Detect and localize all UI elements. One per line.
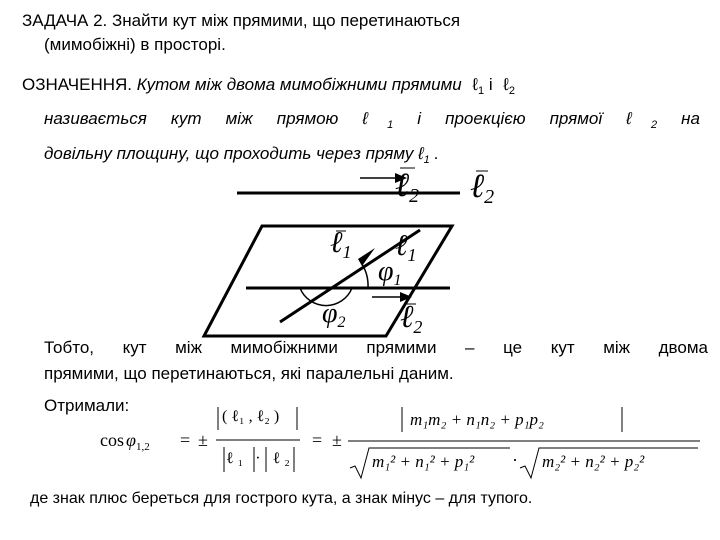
definition-text-1b: і xyxy=(488,75,493,94)
definition-word: називається xyxy=(44,109,147,128)
ell-subscript: 1 xyxy=(477,85,485,97)
fraction1-denominator xyxy=(226,450,294,468)
label-phi1: φ1 xyxy=(378,256,402,289)
fraction2-dot xyxy=(512,450,518,471)
formula-eq2 xyxy=(312,430,322,451)
label-l2-bottom: ℓ2 xyxy=(400,298,423,337)
problem-line-1: ЗАДАЧА 2. Знайти кут між прямими, що перетинаються xyxy=(22,11,461,30)
definition-label: ОЗНАЧЕННЯ. xyxy=(22,75,133,94)
definition-word: прямої xyxy=(549,109,603,128)
definition-word: кут xyxy=(170,109,202,128)
sqrt-content: m₁² + n₁² + p₁² xyxy=(372,452,475,471)
explanation-line-1: Тобто, кут між мимобіжними прямими – це кут між двома xyxy=(44,338,708,357)
definition-word: проекцією xyxy=(445,109,526,128)
label-l1-left: ℓ$_1$ xyxy=(330,226,352,262)
ell-subscript: 2 xyxy=(650,119,658,131)
explanation-line-2: прямими, що перетинаються, які паралельні даним. xyxy=(44,364,454,383)
label-l2-top: ℓ2 xyxy=(395,167,420,207)
definition-word: прямою xyxy=(276,109,339,128)
sqrt-content: m₂² + n₂² + p₂² xyxy=(542,452,645,471)
ell-symbol: ℓ xyxy=(503,75,509,94)
formula-pm2 xyxy=(332,430,342,451)
ell-symbol: ℓ xyxy=(626,109,651,128)
ell-symbol: ℓ xyxy=(362,109,388,128)
definition-word: і xyxy=(417,109,422,128)
footnote: де знак плюс береться для гострого кута, а знак мінус – для тупого. xyxy=(30,490,533,507)
label-l2-right: ℓ2 xyxy=(470,168,495,208)
numerator-text: ( ℓ₁ , ℓ₂ ) xyxy=(222,408,280,425)
definition-word: між xyxy=(225,109,253,128)
obtained-label: Отримали: xyxy=(44,396,130,415)
fraction2-numerator xyxy=(410,410,544,430)
multiply-dot: · xyxy=(512,450,518,470)
ell-symbol: ℓ xyxy=(472,75,478,94)
phi-subscript: 1,2 xyxy=(135,441,150,453)
period: . xyxy=(434,144,440,163)
definition-text-3: довільну площину, що проходить через пряму xyxy=(44,144,414,163)
cos-word: cos xyxy=(100,430,124,450)
problem-line-2: (мимобіжні) в просторі. xyxy=(44,35,226,54)
label-phi2: φ2 xyxy=(322,298,346,331)
plus-minus-sign: ± xyxy=(332,430,342,450)
ell-subscript: 1 xyxy=(423,154,430,166)
fraction2-denominator-a xyxy=(372,452,474,472)
equals-sign: = xyxy=(180,430,191,450)
ell-subscript: 2 xyxy=(508,85,515,97)
equals-sign: = xyxy=(312,430,323,450)
ell-subscript: 1 xyxy=(387,119,394,131)
phi-symbol: φ xyxy=(126,430,136,450)
fraction2-denominator-b xyxy=(542,452,644,472)
ell-symbol: ℓ xyxy=(418,144,424,163)
definition-word: на xyxy=(681,109,700,128)
definition-text-1a: Кутом між двома мимобіжними прямими xyxy=(136,75,462,94)
label-l1-right: ℓ$_1$ xyxy=(395,229,417,265)
denominator-text: ℓ₁ · ℓ₂ xyxy=(226,450,294,467)
plus-minus-sign: ± xyxy=(198,430,208,450)
numerator-text: m₁m₂ + n₁n₂ + p₁p₂ xyxy=(410,410,544,429)
